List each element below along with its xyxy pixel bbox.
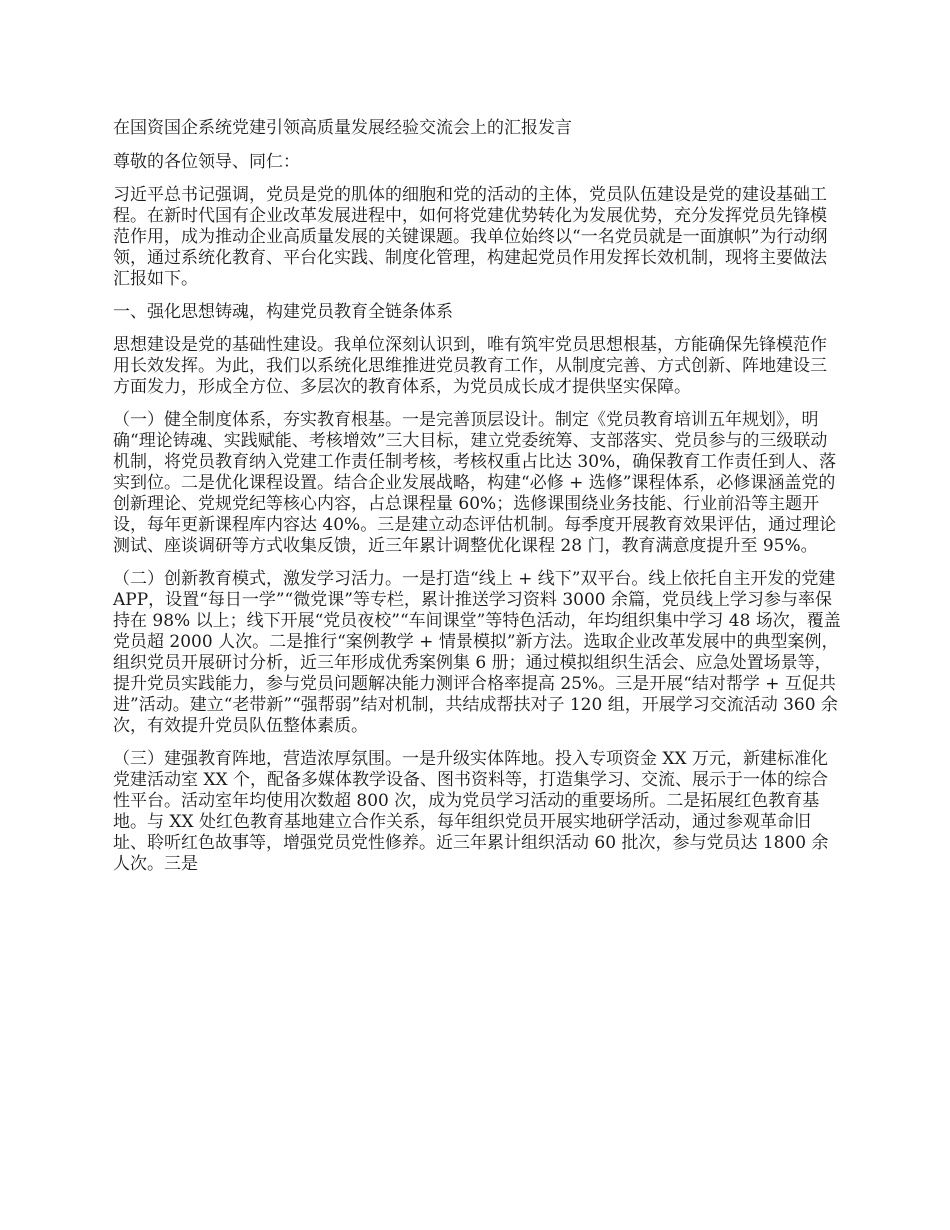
subsection-2-paragraph: （二）创新教育模式，激发学习活力。一是打造“线上 + 线下”双平台。线上依托自主开发的党建 APP，设置“每日一学”“微党课”等专栏，累计推送学习资料 3000 余篇，党员线上学习参与率保持在 98% 以上；线下开展“党员夜校”“车间课堂”等特色活动，年均组织集中学习 48 场次，覆盖党员超 2000 人次。二是推行“案例教学 + 情景模拟”新方法。选取企业改革发展中的典型案例，组织党员开展研讨分析，近三年形成优秀案例集 6 册；通过模拟组织生活会、应急处置场景等，提升党员实践能力，参与党员问题解决能力测评合格率提高 25%。三是开展“结对帮学 + 互促共进”活动。建立“老带新”“强帮弱”结对机制，共结成帮扶对子 120 组，开展学习交流活动 360 余次，有效提升党员队伍整体素质。: [113, 569, 841, 736]
document-page: [113, 118, 843, 887]
salutation: 尊敬的各位领导、同仁：: [113, 152, 300, 172]
subsection-1-paragraph: （一）健全制度体系，夯实教育根基。一是完善顶层设计。制定《党员教育培训五年规划》，明确“理论铸魂、实践赋能、考核增效”三大目标，建立党委统筹、支部落实、党员参与的三级联动机制，将党员教育纳入党建工作责任制考核，考核权重占比达 30%，确保教育工作责任到人、落实到位。二是优化课程设置。结合企业发展战略，构建“必修 + 选修”课程体系，必修课涵盖党的创新理论、党规党纪等核心内容，占总课程量 60%；选修课围绕业务技能、行业前沿等主题开设，每年更新课程库内容达 40%。三是建立动态评估机制。每季度开展教育效果评估，通过理论测试、座谈调研等方式收集反馈，近三年累计调整优化课程 28 门，教育满意度提升至 95%。: [113, 410, 837, 556]
section-1-intro-paragraph: 思想建设是党的基础性建设。我单位深刻认识到，唯有筑牢党员思想根基，方能确保先锋模范作用长效发挥。为此，我们以系统化思维推进党员教育工作，从制度完善、方式创新、阵地建设三方面发力，形成全方位、多层次的教育体系，为党员成长成才提供坚实保障。: [113, 335, 827, 397]
section-heading-1: 一、强化思想铸魂，构建党员教育全链条体系: [113, 302, 453, 322]
intro-paragraph: 习近平总书记强调，党员是党的肌体的细胞和党的活动的主体，党员队伍建设是党的建设基础工程。在新时代国有企业改革发展进程中，如何将党建优势转化为发展优势，充分发挥党员先锋模范作用，成为推动企业高质量发展的关键课题。我单位始终以“一名党员就是一面旗帜”为行动纲领，通过系统化教育、平台化实践、制度化管理，构建起党员作用发挥长效机制，现将主要做法汇报如下。: [113, 185, 828, 289]
subsection-3-paragraph: （三）建强教育阵地，营造浓厚氛围。一是升级实体阵地。投入专项资金 XX 万元，新建标准化党建活动室 XX 个，配备多媒体教学设备、图书资料等，打造集学习、交流、展示于一体的综合性平台。活动室年均使用次数超 800 次，成为党员学习活动的重要场所。二是拓展红色教育基地。与 XX 处红色教育基地建立合作关系，每年组织党员开展实地研学活动，通过参观革命旧址、聆听红色故事等，增强党员党性修养。近三年累计组织活动 60 批次，参与党员达 1800 余人次。三是: [113, 749, 829, 874]
document-title: 在国资国企系统党建引领高质量发展经验交流会上的汇报发言: [113, 118, 572, 138]
